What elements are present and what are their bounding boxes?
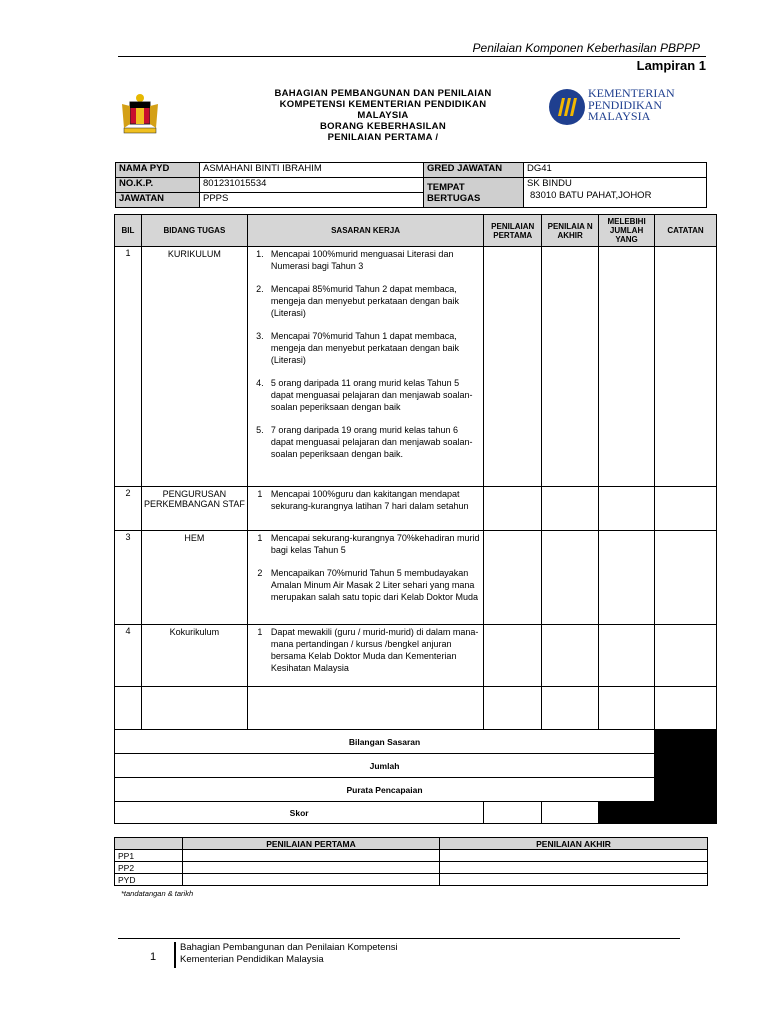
sign-row-pp2: PP2 bbox=[115, 862, 183, 874]
summary-bilangan: Bilangan Sasaran bbox=[115, 730, 655, 754]
row-bidang: PENGURUSAN PERKEMBANGAN STAF bbox=[141, 487, 247, 531]
kpm-logo-icon bbox=[548, 88, 586, 126]
col-bil: BIL bbox=[115, 215, 142, 247]
target-item: 1 Mencapai 100%guru dan kakitangan mendapat sekurang-kurangnya latihan 7 hari dalam setahun bbox=[257, 489, 469, 511]
jawatan-label: JAWATAN bbox=[116, 193, 200, 208]
sign-col-akhir: PENILAIAN AKHIR bbox=[440, 838, 708, 850]
score-cell[interactable] bbox=[484, 625, 542, 687]
page-number: 1 bbox=[150, 951, 157, 963]
score-cell[interactable] bbox=[655, 625, 717, 687]
pyd-akhir-cell[interactable] bbox=[440, 874, 708, 886]
row-bidang: Kokurikulum bbox=[141, 625, 247, 687]
target-item: 4. 5 orang daripada 11 orang murid kelas Tahun 5 dapat menguasai pelajaran dan menjawab soalan-soalan peperiksaan dengan baik bbox=[256, 378, 473, 412]
pp2-pertama-cell[interactable] bbox=[183, 862, 440, 874]
score-cell[interactable] bbox=[599, 625, 655, 687]
nama-value: ASMAHANI BINTI IBRAHIM bbox=[200, 163, 424, 178]
col-sasaran: SASARAN KERJA bbox=[247, 215, 483, 247]
target-item: 3. Mencapai 70%murid Tahun 1 dapat membaca, mengeja dan menyebut perkataan dengan baik (Literasi) bbox=[256, 331, 459, 365]
header-rule bbox=[118, 56, 706, 57]
tempat-label: TEMPAT BERTUGAS bbox=[424, 178, 524, 208]
kpm-logo-text: KEMENTERIAN PENDIDIKAN MALAYSIA bbox=[588, 86, 675, 123]
footer-divider bbox=[174, 942, 176, 968]
col-catatan: CATATAN bbox=[655, 215, 717, 247]
score-cell[interactable] bbox=[599, 531, 655, 625]
running-title: Penilaian Komponen Keberhasilan PBPPP bbox=[472, 41, 700, 55]
target-item: 1 Dapat mewakili (guru / murid-murid) di dalam mana-mana pertandingan / kursus /bengkel anjuran bersama Kelab Doktor Muda dan Kementerian Kesihatan Malaysia bbox=[257, 627, 479, 673]
sasaran-kerja-table bbox=[114, 214, 717, 824]
score-cell[interactable] bbox=[599, 487, 655, 531]
malaysia-crest-icon bbox=[116, 90, 164, 138]
table-row bbox=[115, 625, 717, 687]
row-bil: 1 bbox=[115, 247, 142, 487]
target-item: 5. 7 orang daripada 19 orang murid kelas tahun 6 dapat menguasai pelajaran dan menjawab soalan-soalan peperiksaan dengan baik. bbox=[256, 425, 473, 459]
pyd-pertama-cell[interactable] bbox=[183, 874, 440, 886]
row-sasaran bbox=[247, 247, 483, 487]
row-sasaran bbox=[247, 625, 483, 687]
nokp-label: NO.K.P. bbox=[116, 178, 200, 193]
score-cell[interactable] bbox=[655, 247, 717, 487]
gred-label: GRED JAWATAN bbox=[424, 163, 524, 178]
row-sasaran bbox=[247, 531, 483, 625]
table-row bbox=[115, 487, 717, 531]
pp1-akhir-cell[interactable] bbox=[440, 850, 708, 862]
footer-text: Bahagian Pembangunan dan Penilaian Kompetensi Kementerian Pendidikan Malaysia bbox=[180, 942, 398, 965]
summary-jumlah: Jumlah bbox=[115, 754, 655, 778]
score-cell[interactable] bbox=[542, 487, 599, 531]
sign-row-pp1: PP1 bbox=[115, 850, 183, 862]
lampiran-label: Lampiran 1 bbox=[636, 58, 706, 73]
score-cell[interactable] bbox=[599, 247, 655, 487]
signature-table bbox=[114, 837, 708, 886]
target-item: 2 Mencapaikan 70%murid Tahun 5 membudayakan Amalan Minum Air Masak 2 Liter sehari yang mana merupakan salah satu topic dari Kelab Doktor Muda bbox=[257, 568, 478, 602]
nokp-value: 801231015534 bbox=[200, 178, 424, 193]
score-cell[interactable] bbox=[655, 531, 717, 625]
target-item: 1 Mencapai sekurang-kurangnya 70%kehadiran murid bagi kelas Tahun 5 bbox=[257, 533, 480, 555]
sign-col-pertama: PENILAIAN PERTAMA bbox=[183, 838, 440, 850]
row-bidang: KURIKULUM bbox=[141, 247, 247, 487]
score-cell[interactable] bbox=[542, 531, 599, 625]
target-item: 1. Mencapai 100%murid menguasai Literasi dan Numerasi bagi Tahun 3 bbox=[256, 249, 454, 271]
table-row bbox=[115, 247, 717, 487]
footer-rule bbox=[118, 938, 680, 939]
score-cell[interactable] bbox=[484, 247, 542, 487]
col-pertama: PENILAIAN PERTAMA bbox=[484, 215, 542, 247]
score-cell[interactable] bbox=[484, 487, 542, 531]
nama-label: NAMA PYD bbox=[116, 163, 200, 178]
col-melebihi: MELEBIHI JUMLAH YANG bbox=[599, 215, 655, 247]
summary-purata: Purata Pencapaian bbox=[115, 778, 655, 802]
col-akhir: PENILAIA N AKHIR bbox=[542, 215, 599, 247]
table-row bbox=[115, 531, 717, 625]
score-cell[interactable] bbox=[655, 487, 717, 531]
row-bil: 3 bbox=[115, 531, 142, 625]
row-sasaran bbox=[247, 487, 483, 531]
pp1-pertama-cell[interactable] bbox=[183, 850, 440, 862]
tempat-value: SK BINDU 83010 BATU PAHAT,JOHOR bbox=[524, 178, 707, 208]
row-bil: 2 bbox=[115, 487, 142, 531]
col-bidang: BIDANG TUGAS bbox=[141, 215, 247, 247]
signature-note: *tandatangan & tarikh bbox=[121, 889, 194, 898]
score-cell[interactable] bbox=[542, 247, 599, 487]
target-item: 2. Mencapai 85%murid Tahun 2 dapat membaca, mengeja dan menyebut perkataan dengan baik (Literasi) bbox=[256, 284, 459, 318]
summary-skor: Skor bbox=[115, 802, 484, 824]
row-bidang: HEM bbox=[141, 531, 247, 625]
pyd-info-table bbox=[115, 162, 707, 208]
pp2-akhir-cell[interactable] bbox=[440, 862, 708, 874]
gred-value: DG41 bbox=[524, 163, 707, 178]
form-title: BAHAGIAN PEMBANGUNAN DAN PENILAIAN KOMPETENSI KEMENTERIAN PENDIDIKAN MALAYSIA BORANG KEBERHASILAN PENILAIAN PERTAMA / bbox=[274, 88, 492, 143]
score-cell[interactable] bbox=[484, 531, 542, 625]
row-bil: 4 bbox=[115, 625, 142, 687]
jawatan-value: PPPS bbox=[200, 193, 424, 208]
sign-row-pyd: PYD bbox=[115, 874, 183, 886]
score-cell[interactable] bbox=[542, 625, 599, 687]
